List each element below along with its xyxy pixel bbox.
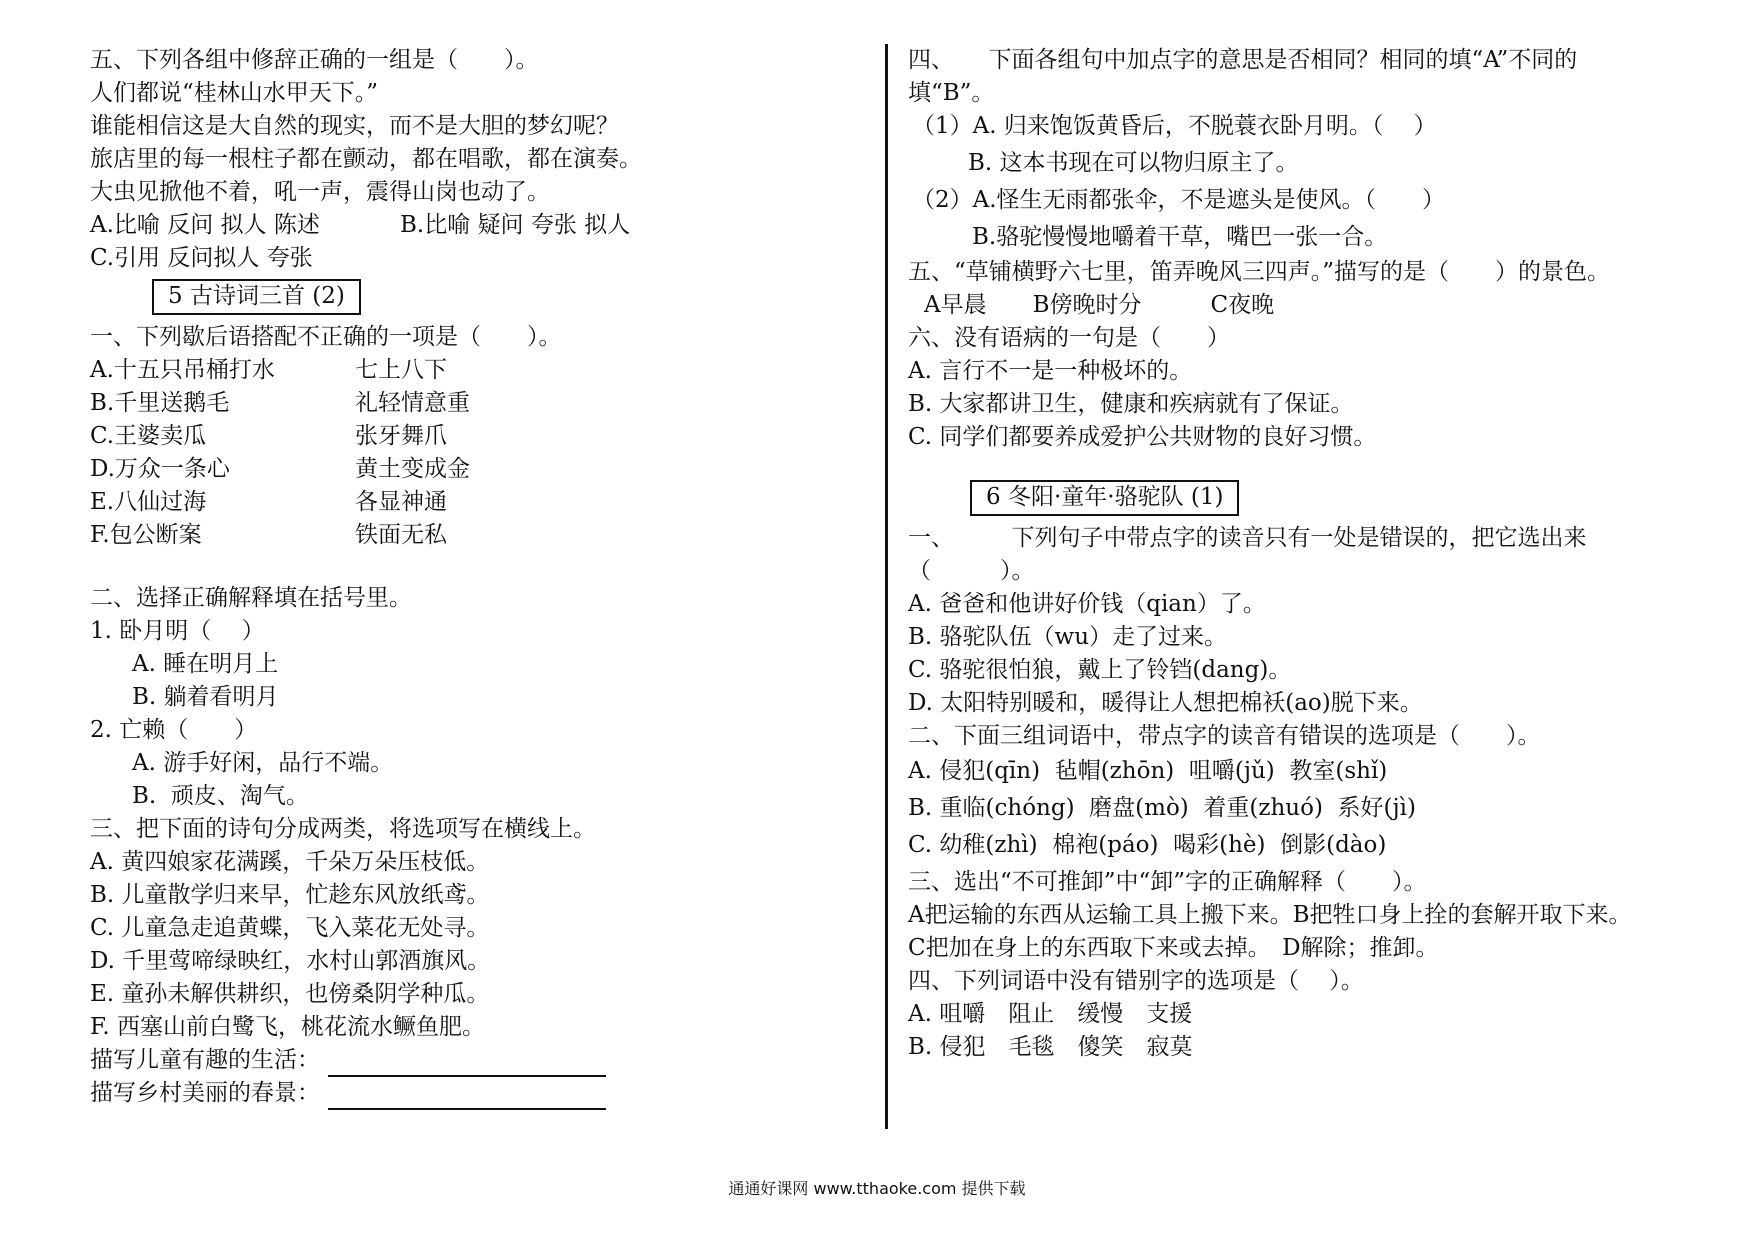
word-pronunciation-option: A. 侵犯(qīn) 毡帽(zhōn) 咀嚼(jǔ) 教室(shǐ) [908,758,1388,784]
xiehouyu-pair [90,387,860,420]
pair-right: 各显神通 [355,489,447,515]
dotted-word-item-2a: （2）A.怪生无雨都张伞，不是遮头是使风。（ ） [912,187,1446,213]
pronunciation-option: A. 爸爸和他讲好价钱（qian）了。 [908,591,1266,617]
rhetoric-sentence: 谁能相信这是大自然的现实，而不是大胆的梦幻呢？ [90,113,619,139]
rhetoric-option-b: B.比喻 疑问 夸张 拟人 [400,212,631,238]
xiehouyu-pair [90,420,860,453]
pair-right: 铁面无私 [355,522,447,548]
explanation-question-title: 二、选择正确解释填在括号里。 [90,585,412,611]
explanation-item-1-option-b: B. 躺着看明月 [132,684,279,710]
word-pronunciation-option: C. 幼稚(zhì) 棉袍(páo) 喝彩(hè) 倒影(dào) [908,832,1387,858]
fill-row-children-life [90,1044,860,1077]
scenery-options: A早晨 B傍晚时分 C夜晚 [924,292,1275,318]
explanation-item-1-option-a: A. 睡在明月上 [132,651,279,677]
dotted-word-item-2b: B.骆驼慢慢地嚼着干草，嘴巴一张一合。 [972,224,1388,250]
pronunciation-option: D. 太阳特别暖和，暖得让人想把棉袄(ao)脱下来。 [908,690,1423,716]
word-pronunciation-question-title: 二、下面三组词语中，带点字的读音有错误的选项是（ ）。 [908,723,1541,749]
answer-blank-line[interactable] [328,1084,606,1110]
xiehouyu-question-title: 一、下列歇后语搭配不正确的一项是（ ）。 [90,324,562,350]
pair-left: F.包公断案 [90,522,202,548]
xiehouyu-pair [90,486,860,519]
poem-line: C. 儿童急走追黄蝶，飞入菜花无处寻。 [90,915,490,941]
pronunciation-option: C. 骆驼很怕狼，戴上了铃铛(dang)。 [908,657,1292,683]
right-column [908,44,1688,1064]
word-pronunciation-option: B. 重临(chóng) 磨盘(mò) 着重(zhuó) 系好(jì) [908,795,1416,821]
pair-right: 礼轻情意重 [355,390,470,416]
pair-left: D.万众一条心 [90,456,230,482]
meaning-options-line-2: C把加在身上的东西取下来或去掉。 D解除；推卸。 [908,935,1439,961]
fill-row-spring-scenery [90,1077,860,1110]
explanation-item-2-option-a: A. 游手好闲，品行不端。 [132,750,394,776]
meaning-question-title: 三、选出“不可推卸”中“卸”字的正确解释（ ）。 [908,869,1427,895]
pair-right: 七上八下 [355,357,447,383]
dotted-word-item-1a: （1）A. 归来饱饭黄昏后，不脱蓑衣卧月明。（ ） [912,113,1437,139]
dotted-word-item-1b: B. 这本书现在可以物归原主了。 [968,150,1299,176]
grammar-option: A. 言行不一是一种极坏的。 [908,358,1193,384]
pair-left: A.十五只吊桶打水 [90,357,275,383]
typo-option: B. 侵犯 毛毯 傻笑 寂莫 [908,1034,1193,1060]
fill-label: 描写乡村美丽的春景： [90,1080,320,1106]
grammar-question-title: 六、没有语病的一句是（ ） [908,325,1230,351]
typo-question-title: 四、下列词语中没有错别字的选项是（ ）。 [908,968,1364,994]
pronunciation-option: B. 骆驼队伍（wu）走了过来。 [908,624,1228,650]
pair-right: 张牙舞爪 [355,423,447,449]
rhetoric-option-a: A.比喻 反问 拟人 陈述 [90,212,320,238]
fill-label: 描写儿童有趣的生活： [90,1047,320,1073]
grammar-option: B. 大家都讲卫生，健康和疾病就有了保证。 [908,391,1354,417]
left-column [90,44,860,1110]
pronunciation-question-title: 一、 下列句子中带点字的读音只有一处是错误的，把它选出来 [908,525,1587,551]
pair-right: 黄土变成金 [355,456,470,482]
rhetoric-sentence: 旅店里的每一根柱子都在颤动，都在唱歌，都在演奏。 [90,146,642,172]
xiehouyu-pair [90,453,860,486]
meaning-options-line-1: A把运输的东西从运输工具上搬下来。B把牲口身上拴的套解开取下来。 [908,902,1632,928]
rhetoric-sentence: 人们都说“桂林山水甲天下。” [90,80,379,106]
poem-line: A. 黄四娘家花满蹊，千朵万朵压枝低。 [90,849,490,875]
footer-credit: 通通好课网 www.tthaoke.com 提供下载 [728,1179,1026,1198]
poem-line: E. 童孙未解供耕织，也傍桑阴学种瓜。 [90,981,490,1007]
xiehouyu-pair [90,354,860,387]
pair-left: E.八仙过海 [90,489,207,515]
grammar-option: C. 同学们都要养成爱护公共财物的良好习惯。 [908,424,1377,450]
explanation-item-1: 1. 卧月明（ ） [90,618,265,644]
rhetoric-option-c: C.引用 反问拟人 夸张 [90,245,313,271]
column-divider [885,44,888,1129]
poem-line: B. 儿童散学归来早，忙趁东风放纸鸢。 [90,882,490,908]
lesson-5-title: 5 古诗词三首 (2) [152,279,361,315]
poem-line: D. 千里莺啼绿映红，水村山郭酒旗风。 [90,948,491,974]
scenery-question-title: 五、“草铺横野六七里，笛弄晚风三四声。”描写的是（ ）的景色。 [908,259,1611,285]
explanation-item-2-option-b: B. 顽皮、淘气。 [132,783,309,809]
xiehouyu-pair [90,519,860,552]
poem-classify-question-title: 三、把下面的诗句分成两类，将选项写在横线上。 [90,816,596,842]
lesson-6-title: 6 冬阳·童年·骆驼队 (1) [970,480,1239,516]
pronunciation-question-title-cont: （ ）。 [908,558,1035,584]
dotted-word-question-title-cont: 填“B”。 [908,80,995,106]
pair-left: C.王婆卖瓜 [90,423,207,449]
explanation-item-2: 2. 亡赖（ ） [90,717,258,743]
pair-left: B.千里送鹅毛 [90,390,230,416]
rhetoric-sentence: 大虫见掀他不着，吼一声，震得山岗也动了。 [90,179,550,205]
rhetoric-options-row [90,209,860,242]
rhetoric-question-title: 五、下列各组中修辞正确的一组是（ ）。 [90,47,539,73]
answer-blank-line[interactable] [328,1051,606,1077]
dotted-word-question-title: 四、 下面各组句中加点字的意思是否相同？相同的填“A”不同的 [908,47,1578,73]
typo-option: A. 咀嚼 阻止 缓慢 支援 [908,1001,1193,1027]
poem-line: F. 西塞山前白鹭飞，桃花流水鳜鱼肥。 [90,1014,485,1040]
